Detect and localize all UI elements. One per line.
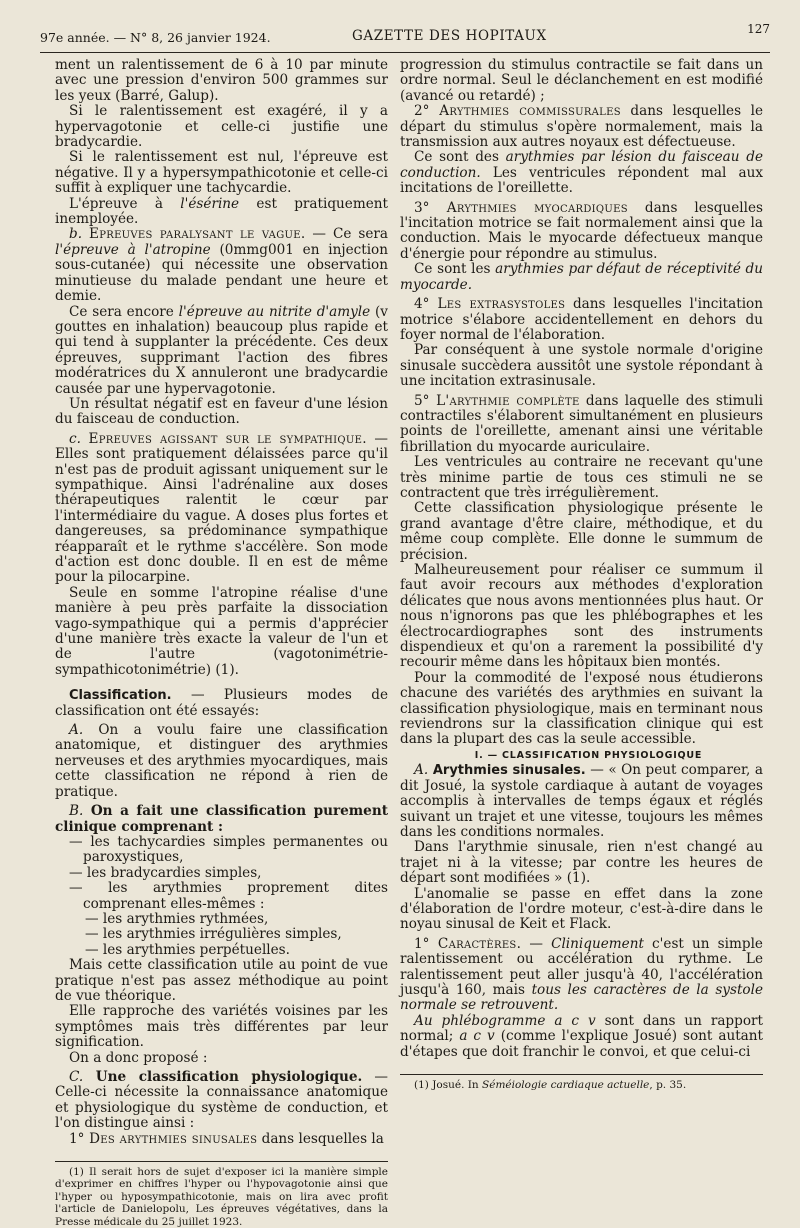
option-b: B. On a fait une classification purement clinique comprenant : bbox=[55, 803, 388, 835]
paragraph: Ce sont les arythmies par défaut de réceptivité du myocarde. bbox=[400, 261, 763, 293]
numbered-item: 2° Arythmies commissurales dans lesquelles le départ du stimulus s'opère normalement, mais la transmission aux autres noyaux est défectueuse. bbox=[400, 103, 763, 151]
footnote: (1) Josué. In Séméiologie cardiaque actuelle, p. 35. bbox=[414, 1079, 687, 1091]
list-item: — les tachycardies simples permanentes ou paroxystiques, bbox=[69, 833, 388, 866]
paragraph: Mais cette classification utile au point de vue pratique n'est pas assez méthodique au point de vue théorique. bbox=[55, 957, 388, 1004]
paragraph: Si le ralentissement est nul, l'épreuve est négative. Il y a hypersympathicotonie et celle-ci suffit à expliquer une tachycardie. bbox=[55, 149, 388, 197]
paragraph: On a donc proposé : bbox=[69, 1049, 208, 1066]
header-rule bbox=[40, 52, 770, 53]
list-item: — les arythmies perpétuelles. bbox=[85, 941, 290, 958]
paragraph: Pour la commodité de l'exposé nous étudierons chacune des variétés des arythmies en suivant la classification physiologique, mais en terminant nous reviendrons sur la classification clinique qui est dans la plupart des cas la seule accessible. bbox=[400, 669, 763, 748]
paragraph: Les ventricules au contraire ne recevant qu'une très minime partie de tous ces stimuli ne se contractent que très irrégulièrement. bbox=[400, 454, 763, 501]
paragraph: Malheureusement pour réaliser ce summum il faut avoir recours aux méthodes d'exploration délicates que nous avons mentionnées plus haut. Or nous n'ignorons pas que les phlébographes et les électrocardiographes sont des instruments dispendieux et qu'on a rarement la possibilité d'y recourir même dans les hôpitaux bien montés. bbox=[400, 562, 763, 671]
paragraph: L'anomalie se passe en effet dans la zone d'élaboration de l'ordre moteur, c'est-à-dire dans le noyau sinusal de Keit et Flack. bbox=[400, 885, 763, 933]
page-number: 127 bbox=[747, 22, 770, 36]
section-title: I. — CLASSIFICATION PHYSIOLOGIQUE bbox=[474, 749, 703, 761]
paragraph: Par conséquent à une systole normale d'origine sinusale succèdera aussitôt une systole répondant à une incitation extrasinusale. bbox=[400, 342, 763, 390]
option-a: A. On a voulu faire une classification anatomique, et distinguer des arythmies nerveuses et des arythmies myocardiques, mais cette classification ne répond à rien de pratique. bbox=[55, 722, 388, 800]
footnote-rule bbox=[55, 1161, 388, 1162]
paragraph: Ce sera encore l'épreuve au nitrite d'amyle (v gouttes en inhalation) beaucoup plus rapide et qui tend à supplanter la précédente. Ces deux épreuves, supprimant l'action des fibres modératrices du X annuleront une bradycardie causée par une hypervagotonie. bbox=[55, 303, 388, 397]
page-header bbox=[40, 22, 770, 48]
subsection-a: A. Arythmies sinusales. — « On peut comparer, a dit Josué, la systole cardiaque à autant de voyages accomplis à intervalles de temps égaux et réglés suivant un trajet et une vitesse, toujours les mêmes dans les conditions normales. bbox=[400, 762, 763, 840]
numbered-item: 1° Des arythmies sinusales dans lesquelles la bbox=[69, 1130, 384, 1147]
right-column bbox=[400, 58, 763, 1091]
paragraph: Elle rapproche des variétés voisines par les symptômes mais très différentes par leur signification. bbox=[55, 1003, 388, 1051]
footnote-rule bbox=[400, 1074, 763, 1075]
option-c: C. Une classification physiologique. — Celle-ci nécessite la connaissance anatomique et physiologique du système de conduction, et l'on distingue ainsi : bbox=[55, 1069, 388, 1132]
numbered-item: 1° Caractères. — Cliniquement c'est un simple ralentissement ou accélération du rythme. Le ralentissement peut aller jusqu'à 40, l'accélération jusqu'à 160, mais tous les caractères de la systole normale se retrouvent. bbox=[400, 935, 764, 1014]
paragraph: progression du stimulus contractile se fait dans un ordre normal. Seul le déclanchement en est modifié (avancé ou retardé) ; bbox=[400, 57, 763, 104]
classification-heading: Classification. — Plusieurs modes de classification ont été essayés: bbox=[55, 687, 388, 719]
paragraph: Seule en somme l'atropine réalise d'une manière à peu près parfaite la dissociation vago-sympathique qui a permis d'apprécier d'une manière très exacte la valeur de l'un et de l'autre (vagotonimétrie-sympathicotonimétrie) (1). bbox=[55, 584, 388, 678]
left-column bbox=[55, 58, 388, 1228]
paragraph: ment un ralentissement de 6 à 10 par minute avec une pression d'environ 500 grammes sur les yeux (Barré, Galup). bbox=[55, 57, 388, 104]
paragraph: Un résultat négatif est en faveur d'une lésion du faisceau de conduction. bbox=[55, 395, 388, 428]
subsection-c: c. Epreuves agissant sur le sympathique. — Elles sont pratiquement délaissées parce qu'il n'est pas de produit agissant uniquement sur le sympathique. Ainsi l'adrénaline aux doses thérapeutiques ralentit le cœur par l'intermédiaire du vague. A doses plus fortes et dangereuses, sa prédominance sympathique réapparaît et le rythme s'accélère. Son mode d'action est donc double. Il en est de même pour la pilocarpine. bbox=[55, 430, 388, 586]
list-item: — les arythmies rythmées, bbox=[85, 910, 269, 927]
paragraph: Au phlébogramme a c v sont dans un rapport normal; a c v (comme l'explique Josué) sont autant d'étapes que doit franchir le convoi, et que celui-ci bbox=[400, 1012, 763, 1060]
subsection-b: b. Epreuves paralysant le vague. — Ce sera l'épreuve à l'atropine (0mmg001 en injection sous-cutanée) qui nécessite une observation minutieuse du malade pendant une heure et demie. bbox=[55, 226, 388, 305]
list-item: — les arythmies proprement dites comprenant elles-mêmes : bbox=[69, 880, 388, 912]
numbered-item: 4° Les extrasystoles dans lesquelles l'incitation motrice s'élabore accidentellement en dehors du foyer normal de l'élaboration. bbox=[400, 296, 763, 343]
issue-info: 97e année. — N° 8, 26 janvier 1924. bbox=[40, 30, 271, 45]
numbered-item: 3° Arythmies myocardiques dans lesquelles l'incitation motrice se fait normalement ainsi que la conduction. Mais le myocarde défectueux manque d'énergie pour répondre au stimulus. bbox=[400, 199, 763, 262]
paragraph: L'épreuve à l'ésérine est pratiquement inemployée. bbox=[55, 195, 388, 228]
paragraph: Dans l'arythmie sinusale, rien n'est changé au trajet ni à la vitesse; par contre les heures de départ sont modifiées » (1). bbox=[400, 839, 763, 887]
journal-title: GAZETTE DES HOPITAUX bbox=[352, 28, 547, 44]
paragraph: Cette classification physiologique présente le grand avantage d'être claire, méthodique, et du même coup complète. Elle donne le summum de précision. bbox=[400, 500, 763, 563]
paragraph: Ce sont des arythmies par lésion du faisceau de conduction. Les ventricules répondent mal aux incitations de l'oreillette. bbox=[400, 149, 763, 197]
list-item: — les arythmies irrégulières simples, bbox=[85, 926, 342, 943]
numbered-item: 5° L'arythmie complète dans laquelle des stimuli contractiles s'élaborent simultanément en plusieurs points de l'oreillette, amenant ainsi une véritable fibrillation du myocarde auriculaire. bbox=[400, 392, 764, 455]
list-item: — les bradycardies simples, bbox=[69, 864, 262, 881]
footnote: (1) Il serait hors de sujet d'exposer ici la manière simple d'exprimer en chiffres l'hyper ou l'hypovagotonie ainsi que l'hyper ou hyposympathicotonie, mais on lira avec profit l'article de Danielopolu, Les épreuves végétatives, dans la Presse médicale du 25 juillet 1923. bbox=[55, 1166, 388, 1228]
paragraph: Si le ralentissement est exagéré, il y a hypervagotonie et celle-ci justifie une bradycardie. bbox=[55, 103, 388, 151]
